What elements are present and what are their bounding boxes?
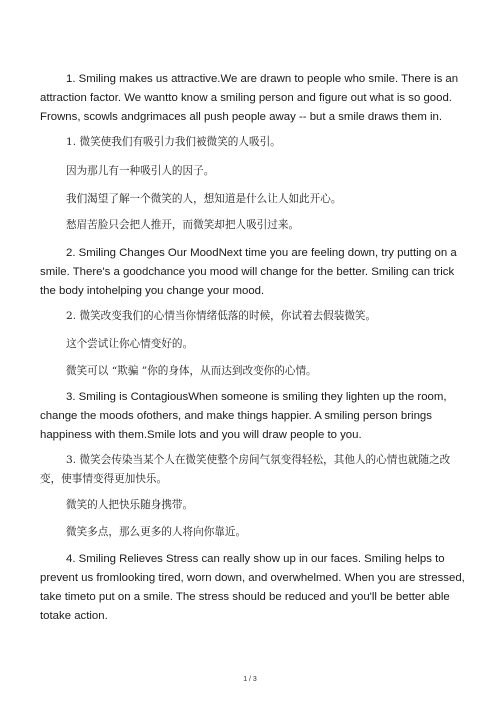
paragraph-1-chinese-line-3: 我们渴望了解一个微笑的人，想知道是什么让人如此开心。 — [66, 193, 342, 205]
paragraph-3-chinese-line-3: 微笑多点，那么更多的人将向你靠近。 — [66, 526, 247, 538]
page-number: 1 / 3 — [243, 676, 257, 683]
paragraph-1-english: 1. Smiling makes us attractive.We are drawn to people who smile. There is an attraction factor. We wantto know a smiling person and figure out what is so good. Frowns, scowls andgrimaces all push people away -- but a smile draws them in. — [40, 73, 459, 123]
paragraph-3-chinese-line-2: 微笑的人把快乐随身携带。 — [66, 499, 194, 511]
paragraph-1-chinese-line-2: 因为那儿有一种吸引人的因子。 — [66, 165, 215, 177]
paragraph-2-chinese-line-2: 这个尝试让你心情变好的。 — [66, 338, 194, 350]
paragraph-2-chinese-line-3: 微笑可以 “欺骗 ”你的身体，从而达到改变你的心情。 — [66, 365, 317, 377]
paragraph-2-chinese-line-1: 2. 微笑改变我们的心情当你情绪低落的时候，你试着去假装微笑。 — [66, 310, 377, 322]
paragraph-2-english: 2. Smiling Changes Our MoodNext time you are feeling down, try putting on a smile. There's a goodchance you mood will change for the better. Smiling can trick the body intohelping you change your mood. — [40, 247, 457, 297]
paragraph-3-chinese-line-1: 3. 微笑会传染当某个人在微笑使整个房间气氛变得轻松，其他人的心情也就随之改变，使事情变得更加快乐。 — [40, 454, 451, 485]
paragraph-4-english: 4. Smiling Relieves Stress can really show up in our faces. Smiling helps to prevent us fromlooking tired, worn down, and overwhelmed. When you are stressed, take timeto put on a smile. The stress should be reduced and you'll be better able totake action. — [40, 553, 465, 622]
paragraph-1-chinese-line-1: 1. 微笑使我们有吸引力我们被微笑的人吸引。 — [66, 136, 281, 148]
paragraph-1-chinese-line-4: 愁眉苦脸只会把人推开，而微笑却把人吸引过来。 — [66, 219, 300, 231]
paragraph-3-english: 3. Smiling is ContagiousWhen someone is smiling they lighten up the room, change the moods ofothers, and make things happier. A smiling person brings happiness with them.Smile lots and you will draw people to you. — [40, 391, 447, 441]
